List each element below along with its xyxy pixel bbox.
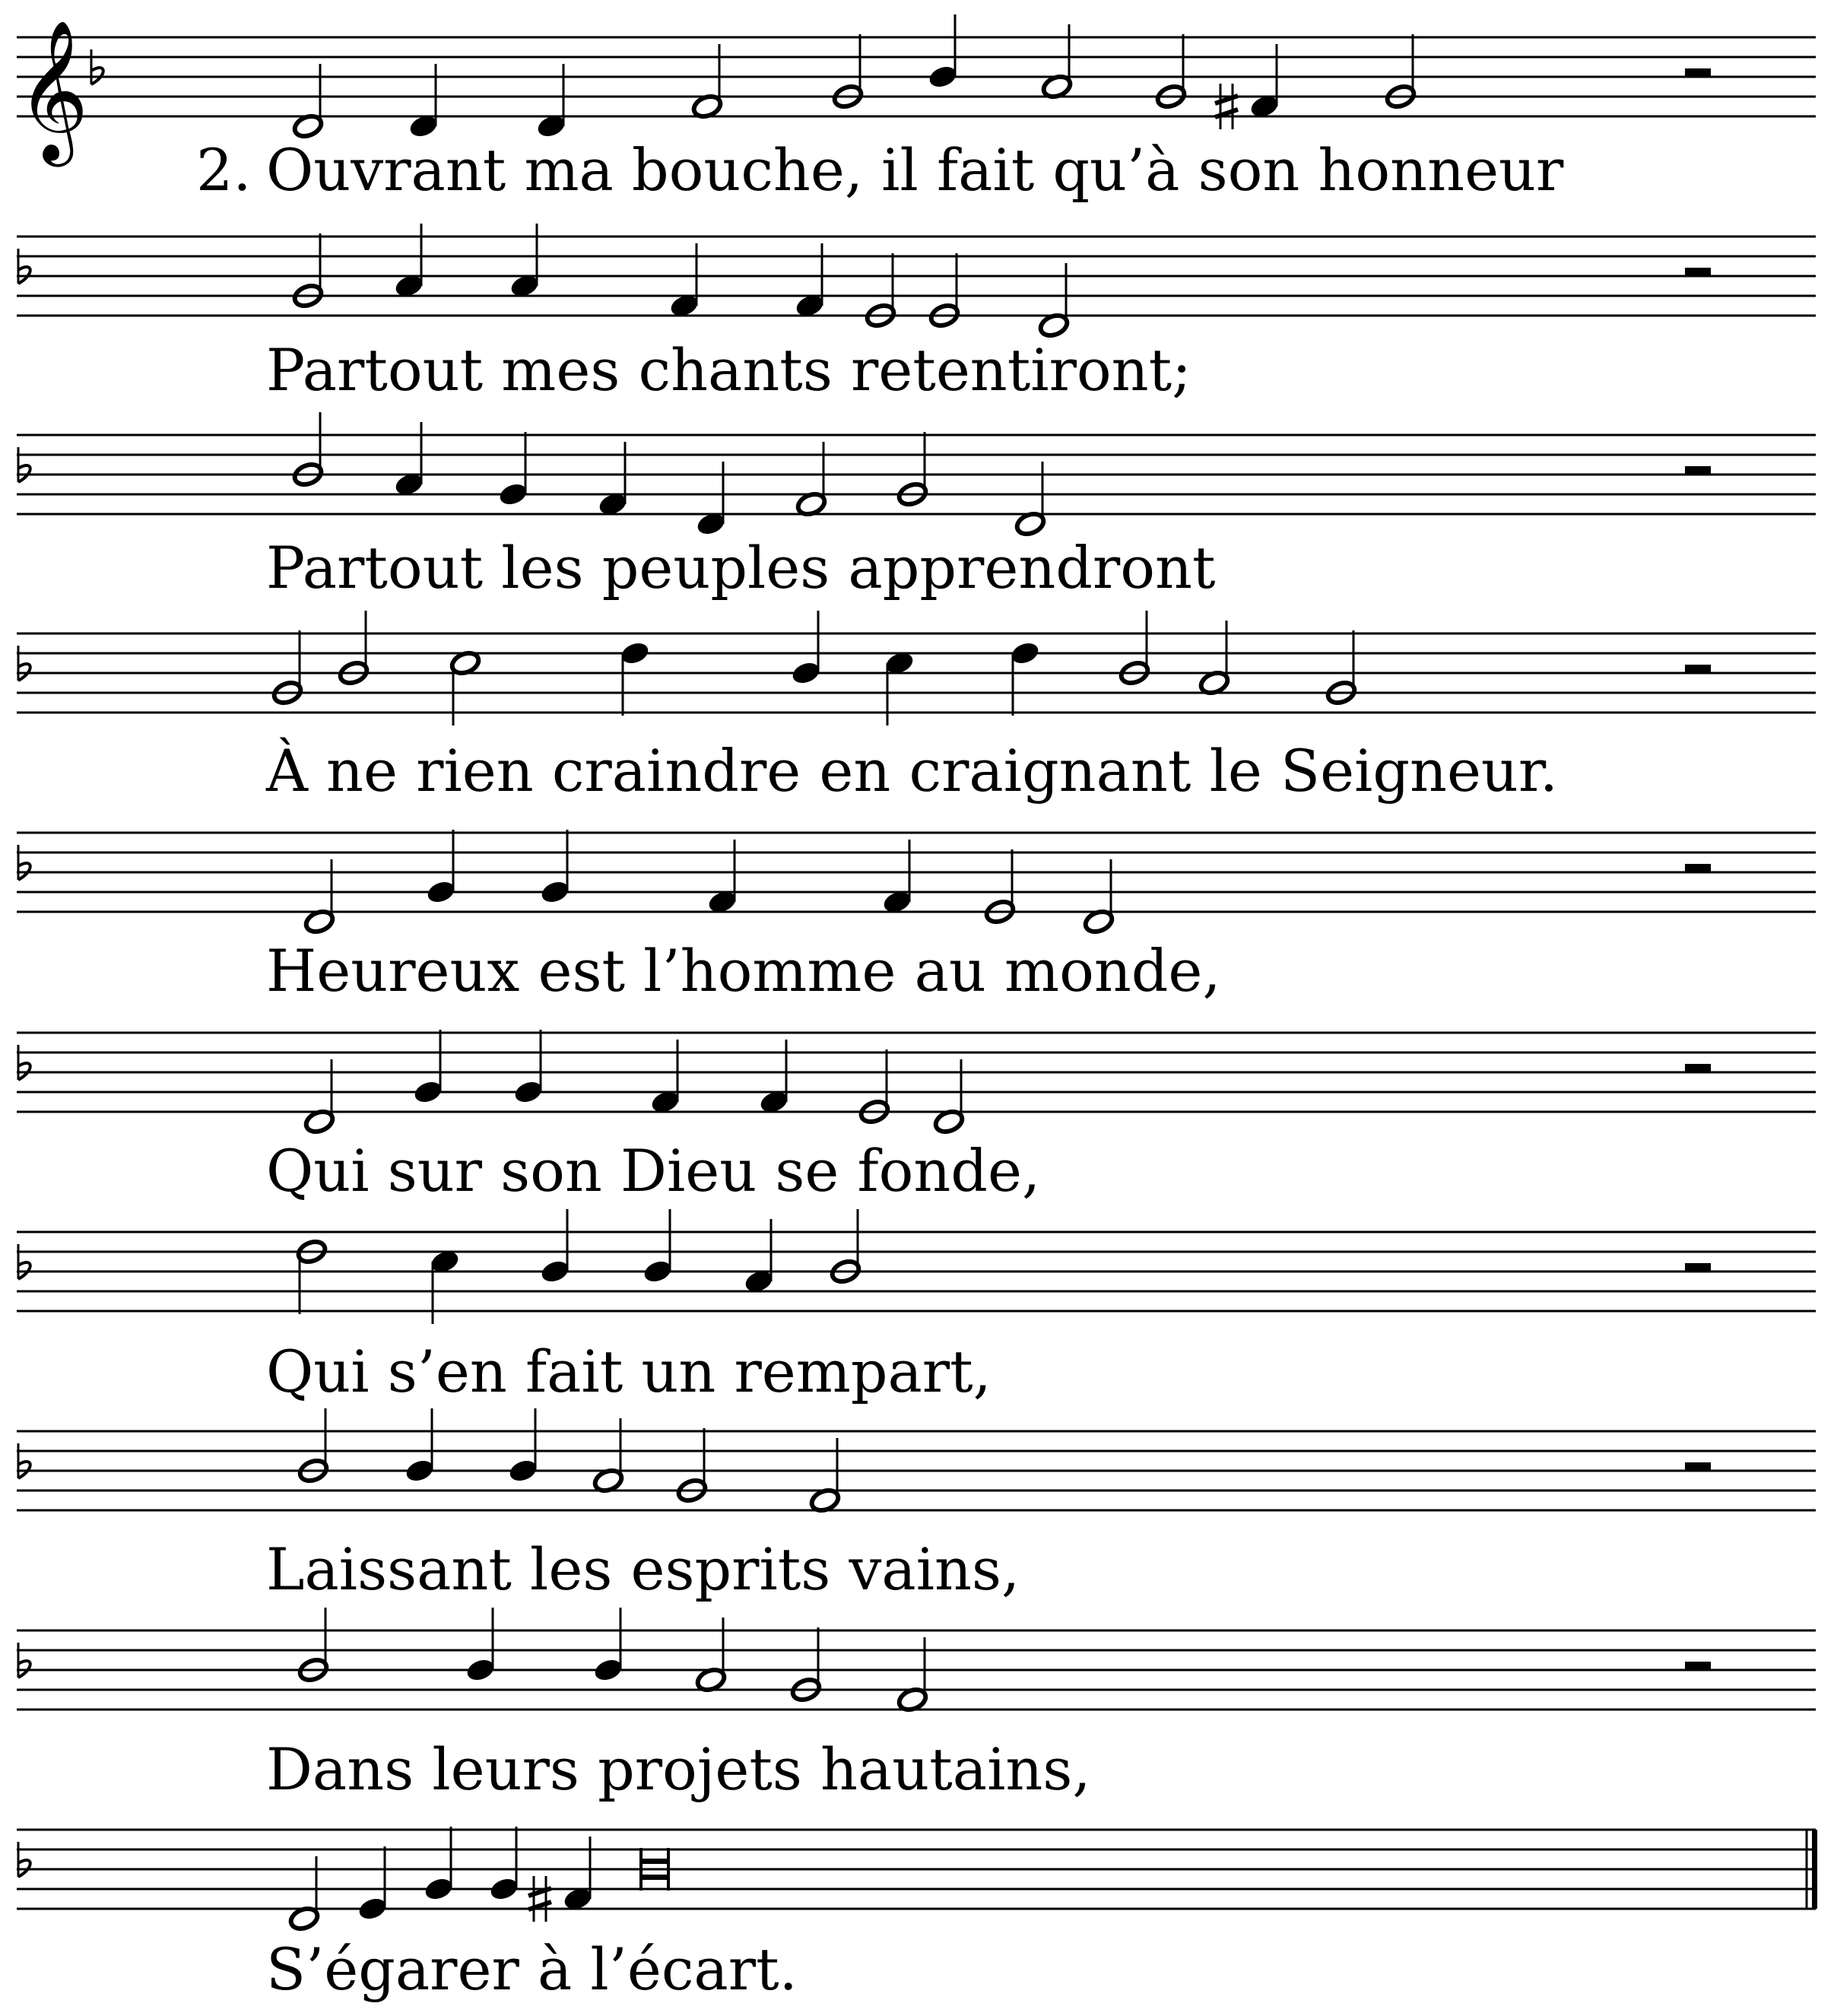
final-double-barline xyxy=(1812,1830,1817,1909)
half-rest xyxy=(1685,1462,1711,1471)
lyric-line: Dans leurs projets hautains, xyxy=(266,1735,1091,1803)
half-rest xyxy=(1685,466,1711,475)
music-system xyxy=(17,1030,1816,1135)
half-rest xyxy=(1685,665,1711,673)
lyric-line: Partout les peuples apprendront xyxy=(266,534,1216,602)
lyric-line: Laissant les esprits vains, xyxy=(266,1535,1020,1603)
half-rest xyxy=(1685,1064,1711,1072)
music-system xyxy=(17,224,1816,339)
lyric-line: Ouvrant ma bouche, il fait qu’à son honneur xyxy=(266,136,1564,204)
breve xyxy=(641,1859,668,1864)
lyric-line: Qui s’en fait un rempart, xyxy=(266,1338,992,1405)
music-system xyxy=(17,1209,1816,1324)
lyric-line: S’égarer à l’écart. xyxy=(266,1935,798,2003)
breve xyxy=(641,1875,668,1880)
lyric-line: Qui sur son Dieu se fonde, xyxy=(266,1137,1041,1205)
half-rest xyxy=(1685,68,1711,77)
treble-clef: 𝄞 xyxy=(17,18,89,160)
music-system xyxy=(17,830,1816,935)
half-rest xyxy=(1685,1662,1711,1670)
music-system xyxy=(17,611,1816,725)
lyric-line: Partout mes chants retentiront; xyxy=(266,336,1191,404)
half-rest xyxy=(1685,1263,1711,1272)
lyric-line: Heureux est l’homme au monde, xyxy=(266,937,1221,1005)
half-rest xyxy=(1685,268,1711,276)
music-system xyxy=(17,412,1816,538)
music-system xyxy=(17,1827,1817,1932)
verse-number: 2. xyxy=(196,136,252,204)
music-system xyxy=(17,1408,1816,1514)
lyric-line: À ne rien craindre en craignant le Seigneur. xyxy=(266,737,1559,805)
music-system xyxy=(17,1608,1816,1713)
half-rest xyxy=(1685,864,1711,872)
